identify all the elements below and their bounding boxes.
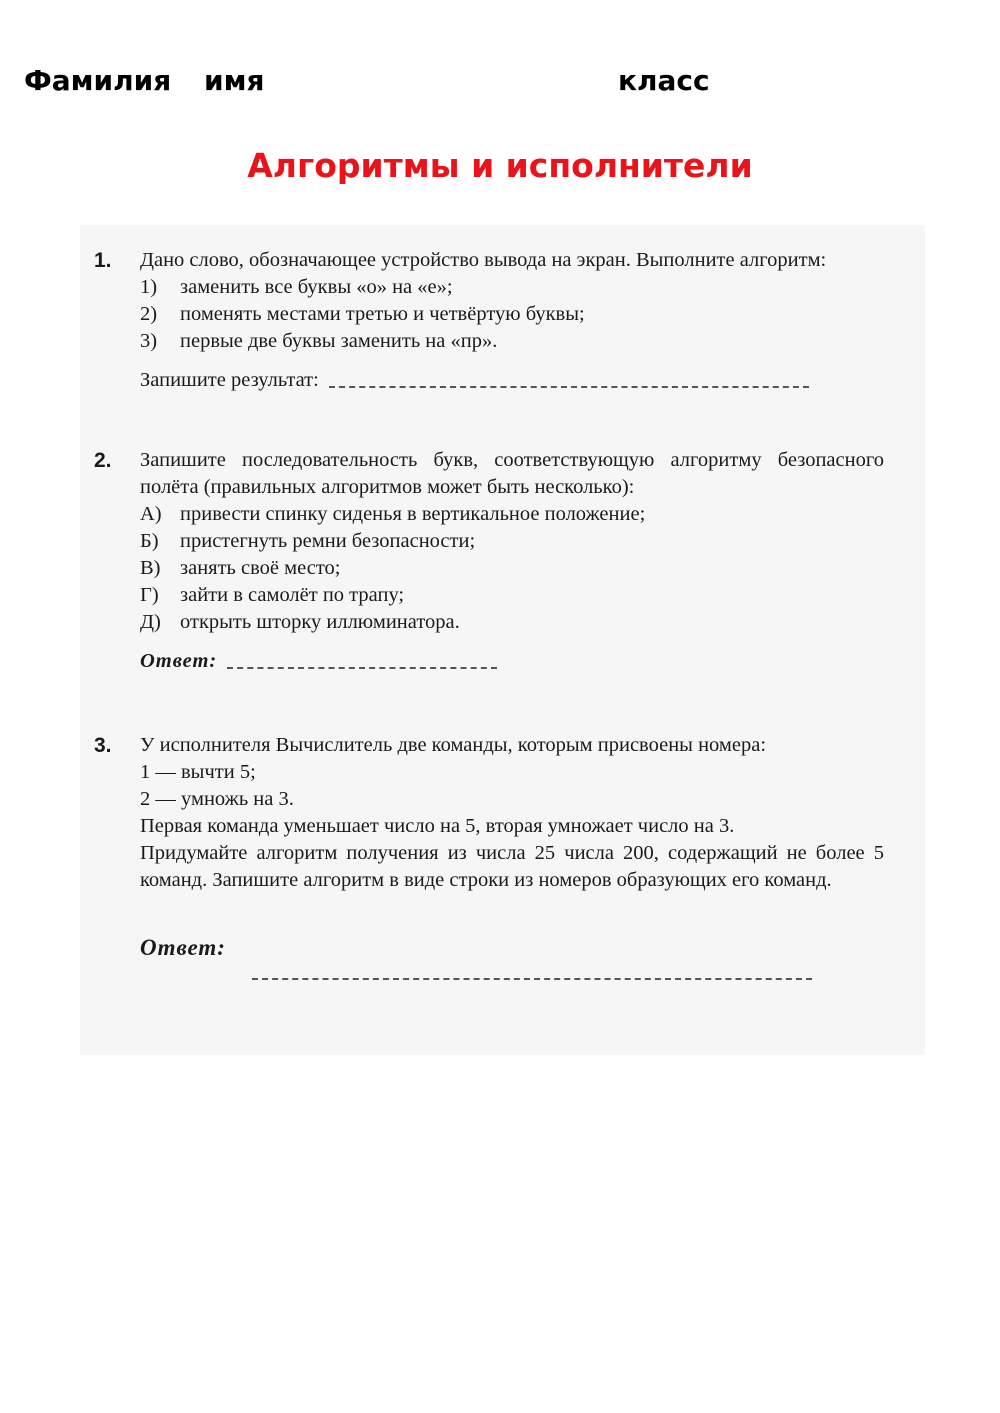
- task-number: 1.: [94, 249, 112, 272]
- task-text: У исполнителя Вычислитель две команды, которым присвоены номера:: [140, 734, 767, 756]
- task-number: 2.: [94, 449, 112, 472]
- task-number: 3.: [94, 734, 112, 757]
- command-text: 1 — вычти 5;: [140, 761, 256, 783]
- task-paragraph: Придумайте алгоритм получения из числа 25 числа 200, содержащий не более 5 команд. Запишите алгоритм в виде строки из номеров образующих его команд.: [140, 842, 884, 891]
- header-row: [0, 64, 1000, 104]
- answer-label: Ответ:: [140, 650, 218, 672]
- task-2: [94, 447, 884, 675]
- name-label: имя: [204, 64, 265, 97]
- task-text: Дано слово, обозначающее устройство вывода на экран. Выполните алгоритм:: [140, 249, 827, 271]
- step-marker: 1): [140, 276, 158, 298]
- algorithm-step: [140, 301, 884, 328]
- algorithm-step: [140, 555, 884, 582]
- algorithm-step: [140, 274, 884, 301]
- scanned-worksheet: [80, 225, 925, 1055]
- step-marker: В): [140, 557, 161, 579]
- step-marker: А): [140, 503, 162, 525]
- algorithm-step: [140, 328, 884, 355]
- command-text: 2 — умножь на 3.: [140, 788, 294, 810]
- answer-blank[interactable]: [329, 386, 809, 388]
- task-1: [94, 247, 884, 394]
- answer-label: Ответ:: [140, 935, 226, 960]
- step-text: зайти в самолёт по трапу;: [180, 584, 405, 606]
- answer-blank[interactable]: [227, 667, 497, 669]
- algorithm-step: [140, 582, 884, 609]
- class-label: класс: [618, 64, 710, 97]
- step-text: привести спинку сиденья в вертикальное положение;: [180, 503, 646, 525]
- step-text: занять своё место;: [180, 557, 341, 579]
- answer-line[interactable]: [140, 934, 884, 961]
- step-marker: 3): [140, 330, 158, 352]
- step-text: открыть шторку иллюминатора.: [180, 611, 460, 633]
- step-text: пристегнуть ремни безопасности;: [180, 530, 476, 552]
- algorithm-step: [140, 609, 884, 636]
- step-text: заменить все буквы «о» на «е»;: [180, 276, 453, 298]
- algorithm-step: [140, 501, 884, 528]
- command-line: [140, 786, 884, 813]
- answer-label: Запишите результат:: [140, 369, 319, 391]
- page-title: Алгоритмы и исполнители: [247, 146, 753, 185]
- step-marker: Д): [140, 611, 161, 633]
- answer-line[interactable]: [140, 648, 884, 675]
- step-text: первые две буквы заменить на «пр».: [180, 330, 498, 352]
- algorithm-step: [140, 528, 884, 555]
- step-text: поменять местами третью и четвёртую буквы;: [180, 303, 585, 325]
- task-3: [94, 732, 884, 994]
- step-marker: Г): [140, 584, 159, 606]
- surname-label: Фамилия: [24, 64, 172, 97]
- step-marker: Б): [140, 530, 159, 552]
- task-text: Запишите последовательность букв, соответствующую алгоритму безопасного полёта (правильных алгоритмов может быть несколько):: [140, 449, 884, 498]
- step-marker: 2): [140, 303, 158, 325]
- answer-blank[interactable]: [252, 978, 812, 980]
- answer-line[interactable]: [140, 367, 884, 394]
- command-line: [140, 759, 884, 786]
- task-paragraph: Первая команда уменьшает число на 5, вторая умножает число на 3.: [140, 815, 735, 837]
